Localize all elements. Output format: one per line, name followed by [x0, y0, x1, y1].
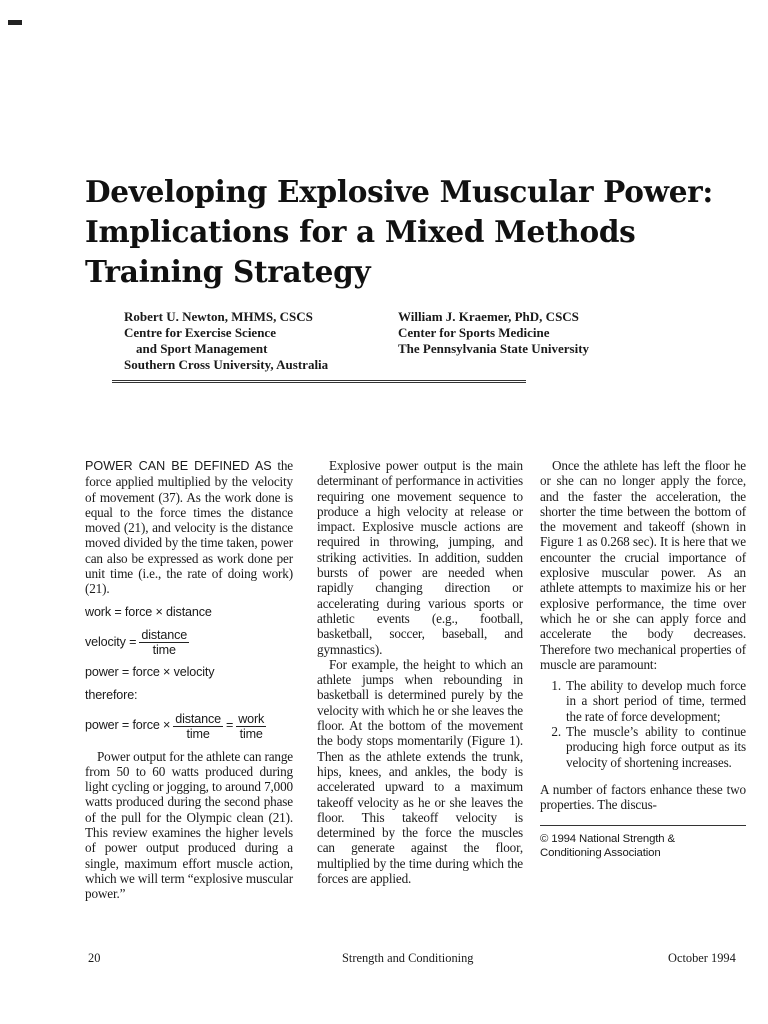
fraction-denominator: time: [186, 726, 210, 741]
paragraph-power-output: Power output for the athlete can range from 50 to 60 watts produced during light cycling or jogging, to around 7,000 watts produced during the second phase of the pull for the Olympic clean (21). This review examines the higher levels of power output produced during a single, maximum effort muscle action, which we will term “explosive muscular power.”: [85, 748, 293, 902]
author-name: Robert U. Newton, MHMS, CSCS: [124, 309, 313, 324]
equals-sign: =: [225, 718, 234, 733]
author-affiliation: Southern Cross University, Australia: [124, 357, 329, 372]
list-number: 2.: [551, 724, 561, 740]
column-1: [85, 458, 293, 902]
title-divider: [112, 380, 526, 383]
page-number: 20: [88, 951, 101, 965]
copyright-divider: [540, 825, 746, 826]
title-line-3: Training Strategy: [85, 254, 371, 289]
fraction-numerator: work: [238, 711, 265, 726]
paragraph-example: For example, the height to which an athlete jumps when rebounding in basketball is determined purely by the velocity with which he or she leaves the floor. At the bottom of the movement the body stops momentarily (Figure 1). Then as the athlete extends the trunk, hips, knees, and ankles, the body is accelerated upward to a maximum takeoff velocity as he or she leaves the floor. This takeoff velocity is determined by the force the muscles can generate against the floor, multiplied by the time during which the forces are applied.: [317, 656, 523, 887]
author-name: William J. Kraemer, PhD, CSCS: [398, 309, 579, 324]
paragraph-intro: [85, 458, 293, 597]
title-line-2: Implications for a Mixed Methods: [85, 214, 636, 249]
title-line-1: Developing Explosive Muscular Power:: [85, 174, 714, 209]
author-affiliation: The Pennsylvania State University: [398, 341, 590, 356]
therefore-text: therefore:: [85, 688, 138, 703]
formula-power-work: [85, 712, 293, 741]
copyright-line: © 1994 National Strength &: [540, 832, 675, 845]
column-3: [540, 458, 746, 860]
fraction-denominator: time: [239, 726, 263, 741]
copyright-line: Conditioning Association: [540, 846, 661, 859]
properties-list: [540, 678, 746, 770]
corner-scan-mark: [8, 20, 22, 25]
author-kraemer: [398, 309, 589, 357]
fraction-denominator: time: [152, 642, 176, 657]
formula-velocity-lhs: velocity =: [85, 634, 137, 649]
list-item: [540, 724, 746, 770]
fraction-work-time: [236, 712, 266, 741]
formula-power: [85, 665, 293, 680]
paragraph-factors: A number of factors enhance these two properties. The discus-: [540, 781, 746, 813]
paragraph-explosive-power: Explosive power output is the main determinant of performance in activities requiring one movement sequence to produce a high velocity at release or impact. Explosive muscle actions are required in throwing, jumping, and striking activities. In addition, sudden bursts of power are needed when rapidly changing direction or accelerating during various sports or athletic events (e.g., football, basketball, soccer, baseball, and gymnastics).: [317, 458, 523, 657]
intro-caps: POWER CAN BE DEFINED AS: [85, 459, 272, 473]
formula-therefore: [85, 688, 293, 703]
author-affiliation: Center for Sports Medicine: [398, 325, 550, 340]
fraction-distance-time: [139, 628, 189, 657]
list-number: 1.: [551, 678, 561, 694]
issue-date: October 1994: [668, 951, 736, 965]
formula-velocity: [85, 628, 293, 657]
author-affiliation: Centre for Exercise Science: [124, 325, 276, 340]
intro-text: the force applied multiplied by the velocity of movement (37). As the work done is equal to the force times the distance moved (21), and velocity is the distance moved divided by the time taken, power can also be expressed as work done per unit time (i.e., the rate of doing work) (21).: [85, 458, 294, 597]
column-2: [317, 458, 523, 886]
author-affiliation: and Sport Management: [136, 341, 268, 356]
formula-work: [85, 605, 293, 620]
author-newton: [124, 309, 328, 373]
article-title: [85, 172, 725, 292]
copyright-notice: [540, 832, 746, 860]
formula-power2-lhs: power = force ×: [85, 718, 171, 733]
fraction-numerator: distance: [141, 627, 188, 642]
list-item: [540, 678, 746, 724]
fraction-distance-time: [173, 712, 223, 741]
list-text: The ability to develop much force in a short period of time, termed the rate of force development;: [566, 678, 746, 724]
formula-power-text: power = force × velocity: [85, 664, 215, 679]
formula-work-text: work = force × distance: [85, 604, 212, 619]
fraction-numerator: distance: [175, 711, 221, 726]
list-text: The muscle’s ability to continue producing high force output as its velocity of shortening increases.: [566, 724, 746, 770]
journal-name: Strength and Conditioning: [342, 951, 474, 965]
paragraph-takeoff: Once the athlete has left the floor he or she can no longer apply the force, and the faster the acceleration, the shorter the time between the bottom of the movement and takeoff (shown in Figure 1 as 0.268 sec). It is here that we encounter the crucial importance of explosive muscular power. As an athlete attempts to maximize his or her explosive performance, the time over which he or she can apply force and accelerate the body decreases. Therefore two mechanical properties of muscle are paramount:: [540, 458, 746, 672]
